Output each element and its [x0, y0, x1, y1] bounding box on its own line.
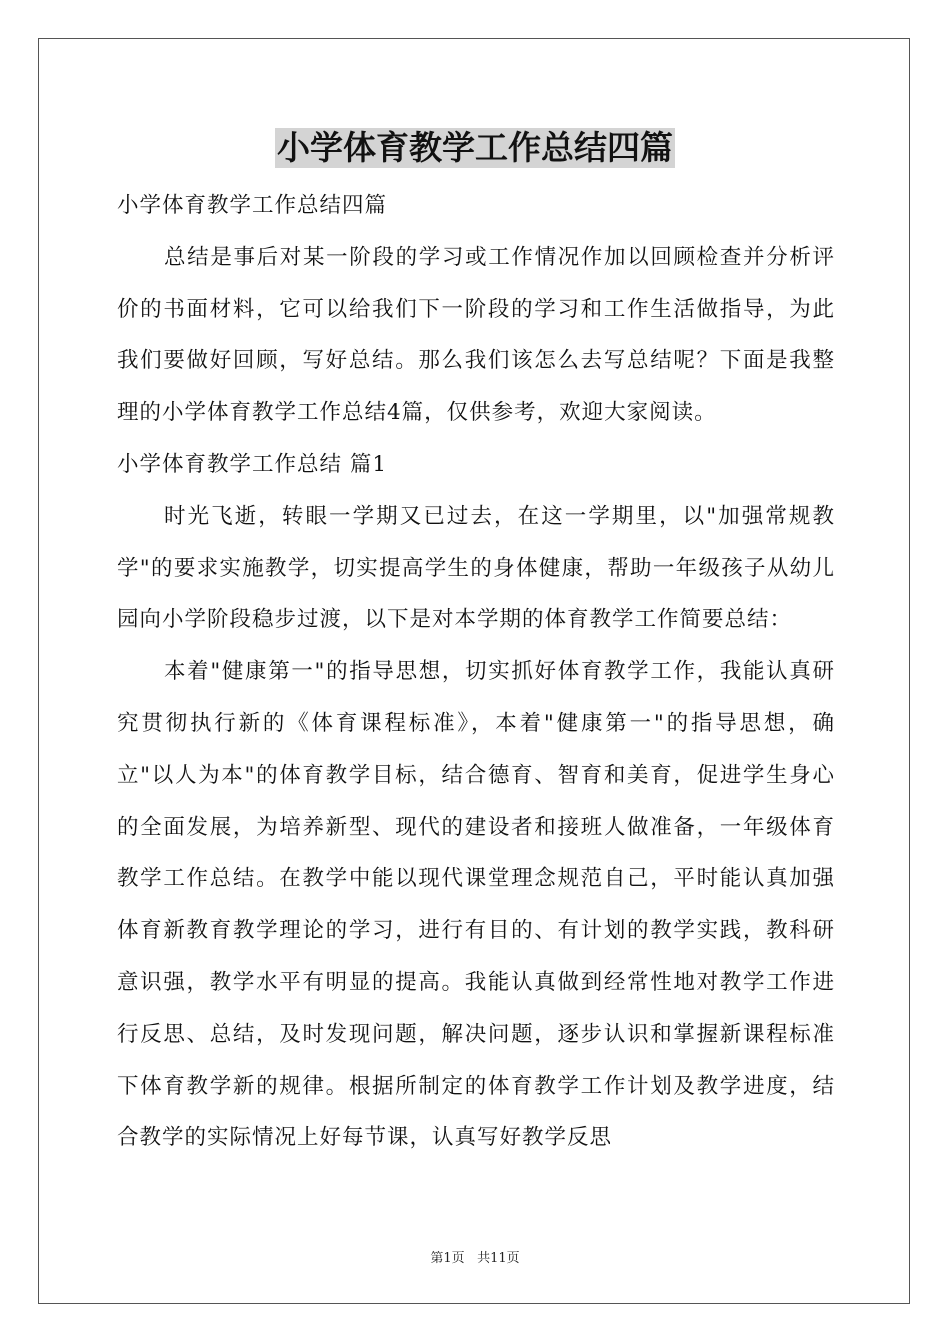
- document-body: [117, 180, 835, 1164]
- page-footer: [0, 1247, 950, 1266]
- page-number: 第1页: [430, 1251, 465, 1266]
- paragraph-3: 时光飞逝，转眼一学期又已过去，在这一学期里，以"加强常规教学"的要求实施教学，切实提高学生的身体健康，帮助一年级孩子从幼儿园向小学阶段稳步过渡，以下是对本学期的体育教学工作简要总结：: [117, 503, 835, 633]
- paragraph-4: 本着"健康第一"的指导思想，切实抓好体育教学工作，我能认真研究贯彻执行新的《体育课程标准》，本着"健康第一"的指导思想，确立"以人为本"的体育教学目标，结合德育、智育和美育，促进学生身心的全面发展，为培养新型、现代的建设者和接班人做准备，一年级体育教学工作总结。在教学中能以现代课堂理念规范自己，平时能认真加强体育新教育教学理论的学习，进行有目的、有计划的教学实践，教科研意识强，教学水平有明显的提高。我能认真做到经常性地对教学工作进行反思、总结，及时发现问题，解决问题，逐步认识和掌握新课程标准下体育教学新的规律。根据所制定的体育教学工作计划及教学进度，结合教学的实际情况上好每节课，认真写好教学反思: [117, 659, 835, 1151]
- paragraph-2: 小学体育教学工作总结 篇1: [117, 451, 388, 477]
- document-title: 小学体育教学工作总结四篇: [277, 128, 673, 167]
- paragraph-1: 总结是事后对某一阶段的学习或工作情况作加以回顾检查并分析评价的书面材料，它可以给我们下一阶段的学习和工作生活做指导，为此我们要做好回顾，写好总结。那么我们该怎么去写总结呢？下面是我整理的小学体育教学工作总结4篇，仅供参考，欢迎大家阅读。: [117, 244, 835, 426]
- title-container: [0, 128, 950, 168]
- paragraph-0: 小学体育教学工作总结四篇: [117, 193, 388, 218]
- page-total: 共11页: [477, 1251, 520, 1266]
